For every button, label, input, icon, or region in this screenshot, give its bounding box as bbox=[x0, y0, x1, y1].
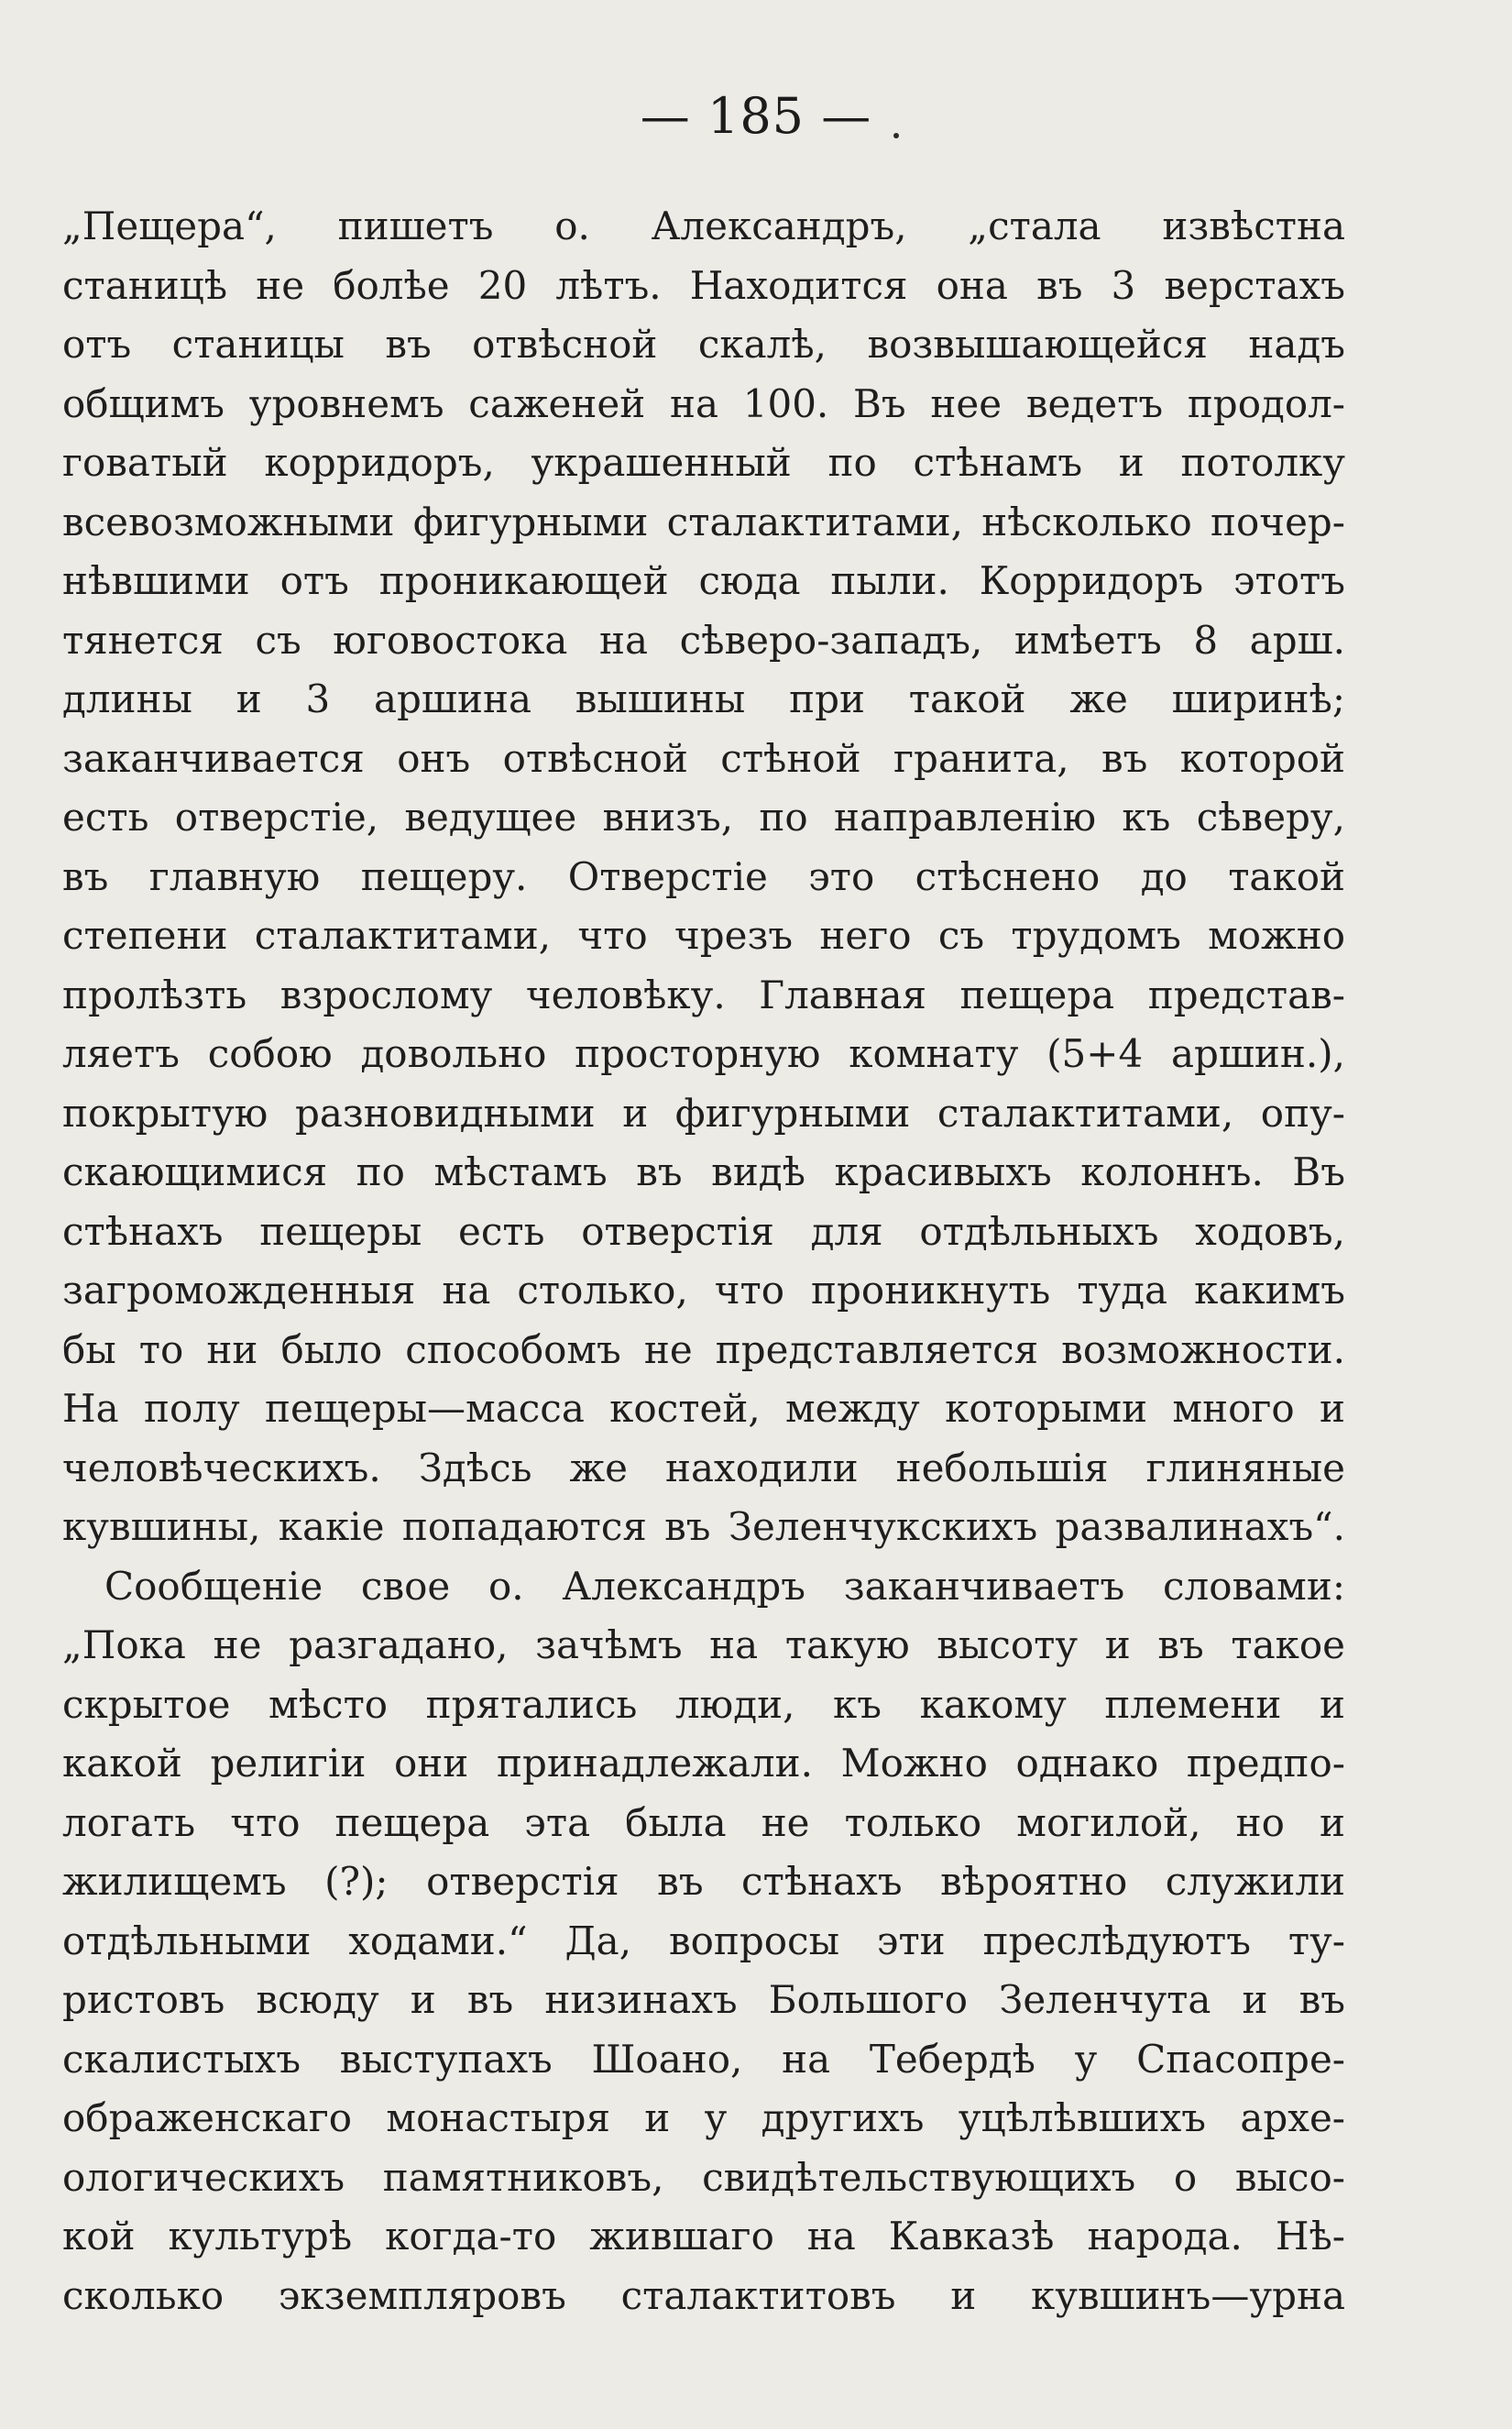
text-line: тянется съ юговостока на сѣверо-западъ, имѣетъ 8 арш. bbox=[62, 617, 1345, 663]
text-line: Сообщеніе свое о. Александръ заканчиваетъ словами: bbox=[104, 1563, 1345, 1609]
text-line: говатый корридоръ, украшенный по стѣнамъ и потолку bbox=[62, 440, 1345, 485]
text-line: какой религіи они принадлежали. Можно однако предпо- bbox=[62, 1741, 1345, 1786]
text-line: покрытую разновидными и фигурными сталактитами, опу- bbox=[62, 1090, 1345, 1136]
text-line: „Пока не разгадано, зачѣмъ на такую высоту и въ такое bbox=[62, 1622, 1345, 1667]
text-line: загроможденныя на столько, что проникнуть туда какимъ bbox=[62, 1268, 1345, 1313]
text-line: кой культурѣ когда-то жившаго на Кавказѣ народа. Нѣ- bbox=[62, 2214, 1345, 2259]
text-line: отдѣльными ходами.“ Да, вопросы эти преслѣдуютъ ту- bbox=[62, 1918, 1345, 1963]
text-line: бы то ни было способомъ не представляется возможности. bbox=[62, 1326, 1345, 1372]
text-line: всевозможными фигурными сталактитами, нѣсколько почер- bbox=[62, 499, 1345, 544]
text-line: стѣнахъ пещеры есть отверстія для отдѣльныхъ ходовъ, bbox=[62, 1208, 1345, 1254]
text-line: общимъ уровнемъ саженей на 100. Въ нее ведетъ продол- bbox=[62, 380, 1345, 426]
text-line: ристовъ всюду и въ низинахъ Большого Зеленчута и въ bbox=[62, 1977, 1345, 2022]
text-line: скалистыхъ выступахъ Шоано, на Тебердѣ у Спасопре- bbox=[62, 2036, 1345, 2082]
text-line: На полу пещеры—масса костей, между которыми много и bbox=[62, 1386, 1345, 1431]
text-line: человѣческихъ. Здѣсь же находили небольшія глиняные bbox=[62, 1445, 1345, 1490]
text-line: сколько экземпляровъ сталактитовъ и кувшинъ—урна bbox=[62, 2272, 1345, 2318]
text-line: ображенскаго монастыря и у другихъ уцѣлѣвшихъ архе- bbox=[62, 2095, 1345, 2140]
text-line: жилищемъ (?); отверстія въ стѣнахъ вѣроятно служили bbox=[62, 1859, 1345, 1904]
text-line: логать что пещера эта была не только могилой, но и bbox=[62, 1799, 1345, 1845]
text-line: ологическихъ памятниковъ, свидѣтельствующихъ о высо- bbox=[62, 2154, 1345, 2200]
text-line: отъ станицы въ отвѣсной скалѣ, возвышающейся надъ bbox=[62, 322, 1345, 367]
text-line: степени сталактитами, что чрезъ него съ трудомъ можно bbox=[62, 913, 1345, 958]
text-line: пролѣзть взрослому человѣку. Главная пещера представ- bbox=[62, 972, 1345, 1017]
text-line: есть отверстіе, ведущее внизъ, по направленію къ сѣверу, bbox=[62, 795, 1345, 840]
text-line: скающимися по мѣстамъ въ видѣ красивыхъ колоннъ. Въ bbox=[62, 1149, 1345, 1194]
print-speck bbox=[893, 133, 899, 138]
text-line: станицѣ не болѣе 20 лѣтъ. Находится она въ 3 верстахъ bbox=[62, 262, 1345, 308]
text-line: ляетъ собою довольно просторную комнату (5+4 аршин.), bbox=[62, 1031, 1345, 1076]
text-line: въ главную пещеру. Отверстіе это стѣснено до такой bbox=[62, 853, 1345, 899]
text-line: „Пещера“, пишетъ о. Александръ, „стала извѣстна bbox=[62, 203, 1345, 248]
text-line: нѣвшими отъ проникающей сюда пыли. Корридоръ этотъ bbox=[62, 558, 1345, 603]
page-number: — 185 — bbox=[640, 87, 872, 145]
text-line: скрытое мѣсто прятались люди, къ какому племени и bbox=[62, 1681, 1345, 1727]
text-line: длины и 3 аршина вышины при такой же ширинѣ; bbox=[62, 676, 1345, 721]
text-line: кувшины, какіе попадаются въ Зеленчукскихъ развалинахъ“. bbox=[62, 1504, 1345, 1549]
text-line: заканчивается онъ отвѣсной стѣной гранита, въ которой bbox=[62, 735, 1345, 781]
body-text bbox=[62, 197, 1345, 2325]
